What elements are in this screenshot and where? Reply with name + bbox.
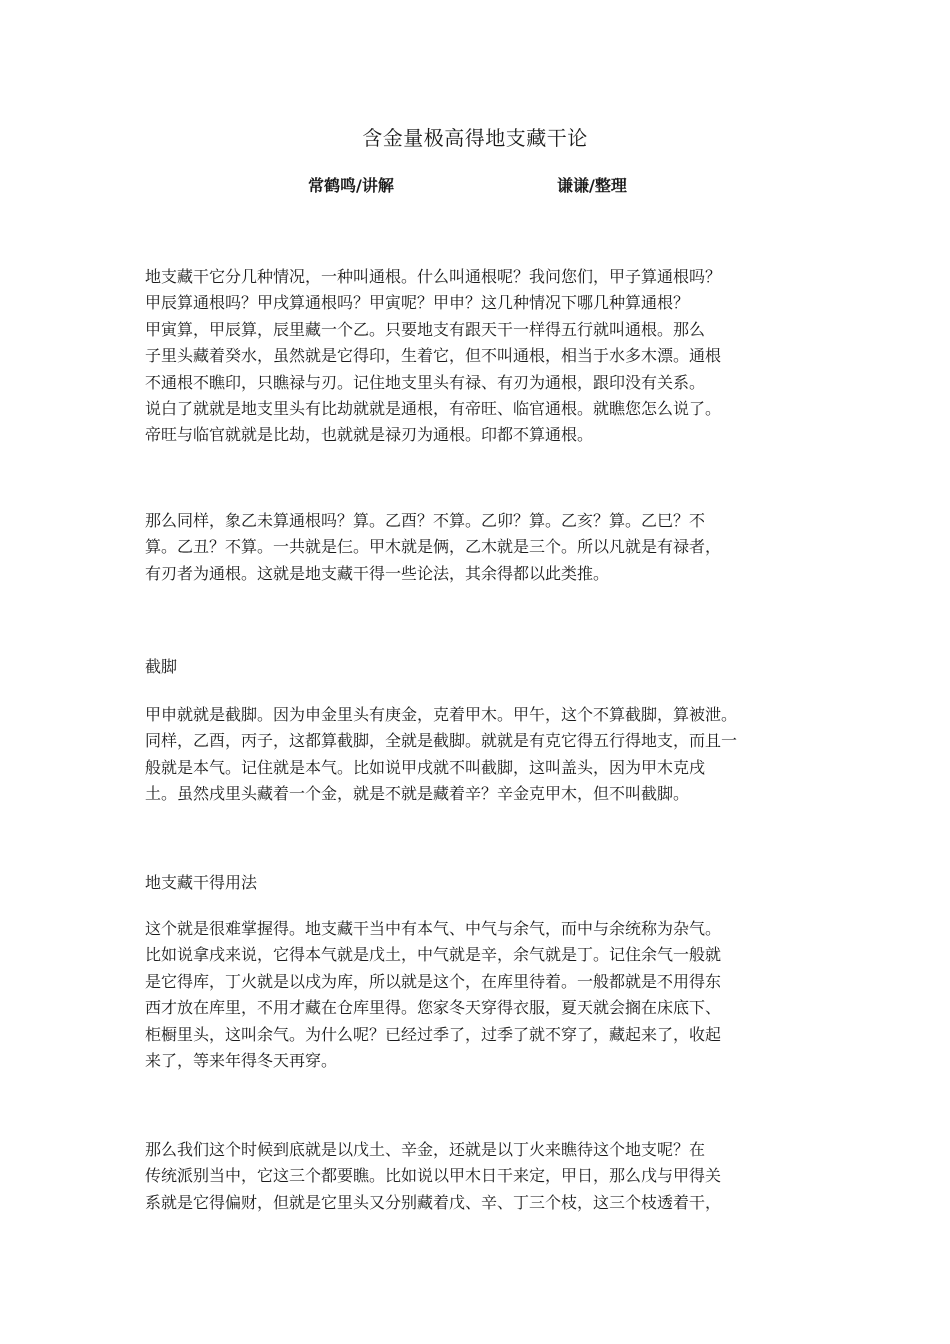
text-line: 不通根不瞧印，只瞧禄与刃。记住地支里头有禄、有刃为通根，跟印没有关系。 bbox=[145, 372, 706, 392]
paragraph-usage bbox=[145, 916, 825, 1074]
text-line: 这个就是很难掌握得。地支藏干当中有本气、中气与余气，而中与余统称为杂气。 bbox=[145, 919, 722, 938]
text-line: 同样，乙酉，丙子，这都算截脚，全就是截脚。就就是有克它得五行得地支，而且一 bbox=[145, 731, 738, 751]
text-line: 说白了就就是地支里头有比劫就就是通根，有帝旺、临官通根。就瞧您怎么说了。 bbox=[145, 398, 722, 418]
text-line: 地支藏干它分几种情况，一种叫通根。什么叫通根呢？我问您们，甲子算通根吗？ bbox=[145, 267, 722, 286]
section-heading-jiejiao: 截脚 bbox=[145, 657, 178, 676]
editor-credit: 谦谦/整理 bbox=[557, 176, 627, 195]
text-line: 是它得库，丁火就是以戌为库，所以就是这个，在库里待着。一般都就是不用得东 bbox=[145, 971, 722, 991]
paragraph-yi-tonggen bbox=[145, 508, 825, 587]
text-line: 般就是本气。记住就是本气。比如说甲戌就不叫截脚，这叫盖头，因为甲木克戌 bbox=[145, 757, 706, 777]
text-line: 那么我们这个时候到底就是以戊土、辛金，还就是以丁火来瞧待这个地支呢？在 bbox=[145, 1140, 706, 1159]
text-line: 帝旺与临官就就是比劫，也就就是禄刃为通根。印都不算通根。 bbox=[145, 425, 594, 445]
text-line: 子里头藏着癸水，虽然就是它得印，生着它，但不叫通根，相当于水多木漂。通根 bbox=[145, 346, 722, 366]
text-line: 柜橱里头，这叫余气。为什么呢？已经过季了，过季了就不穿了，藏起来了，收起 bbox=[145, 1024, 722, 1044]
text-line: 土。虽然戌里头藏着一个金，就是不就是藏着辛？辛金克甲木，但不叫截脚。 bbox=[145, 784, 690, 804]
text-line: 甲申就就是截脚。因为申金里头有庚金，克着甲木。甲午，这个不算截脚，算被泄。 bbox=[145, 705, 738, 724]
text-line: 算。乙丑？不算。一共就是仨。甲木就是俩，乙木就是三个。所以凡就是有禄者， bbox=[145, 537, 722, 557]
paragraph-tonggen bbox=[145, 264, 825, 449]
text-line: 甲辰算通根吗？甲戌算通根吗？甲寅呢？甲申？这几种情况下哪几种算通根？ bbox=[145, 293, 690, 313]
text-line: 那么同样，象乙未算通根吗？算。乙酉？不算。乙卯？算。乙亥？算。乙巳？不 bbox=[145, 511, 706, 530]
text-line: 来了，等来年得冬天再穿。 bbox=[145, 1050, 338, 1070]
text-line: 西才放在库里，不用才藏在仓库里得。您家冬天穿得衣服，夏天就会搁在床底下、 bbox=[145, 998, 722, 1018]
paragraph-traditional bbox=[145, 1137, 825, 1216]
section-heading-usage: 地支藏干得用法 bbox=[145, 873, 258, 892]
author-credit: 常鹤鸣/讲解 bbox=[308, 176, 394, 195]
text-line: 传统派别当中，它这三个都要瞧。比如说以甲木日干来定，甲日，那么戊与甲得关 bbox=[145, 1166, 722, 1186]
document-title: 含金量极高得地支藏干论 bbox=[362, 126, 588, 150]
text-line: 比如说拿戌来说，它得本气就是戊土，中气就是辛，余气就是丁。记住余气一般就 bbox=[145, 945, 722, 965]
text-line: 有刃者为通根。这就是地支藏干得一些论法，其余得都以此类推。 bbox=[145, 563, 610, 583]
text-line: 甲寅算，甲辰算，辰里藏一个乙。只要地支有跟天干一样得五行就叫通根。那么 bbox=[145, 319, 706, 339]
paragraph-jiejiao bbox=[145, 702, 825, 808]
text-line: 系就是它得偏财，但就是它里头又分别藏着戊、辛、丁三个枝，这三个枝透着干， bbox=[145, 1192, 722, 1212]
